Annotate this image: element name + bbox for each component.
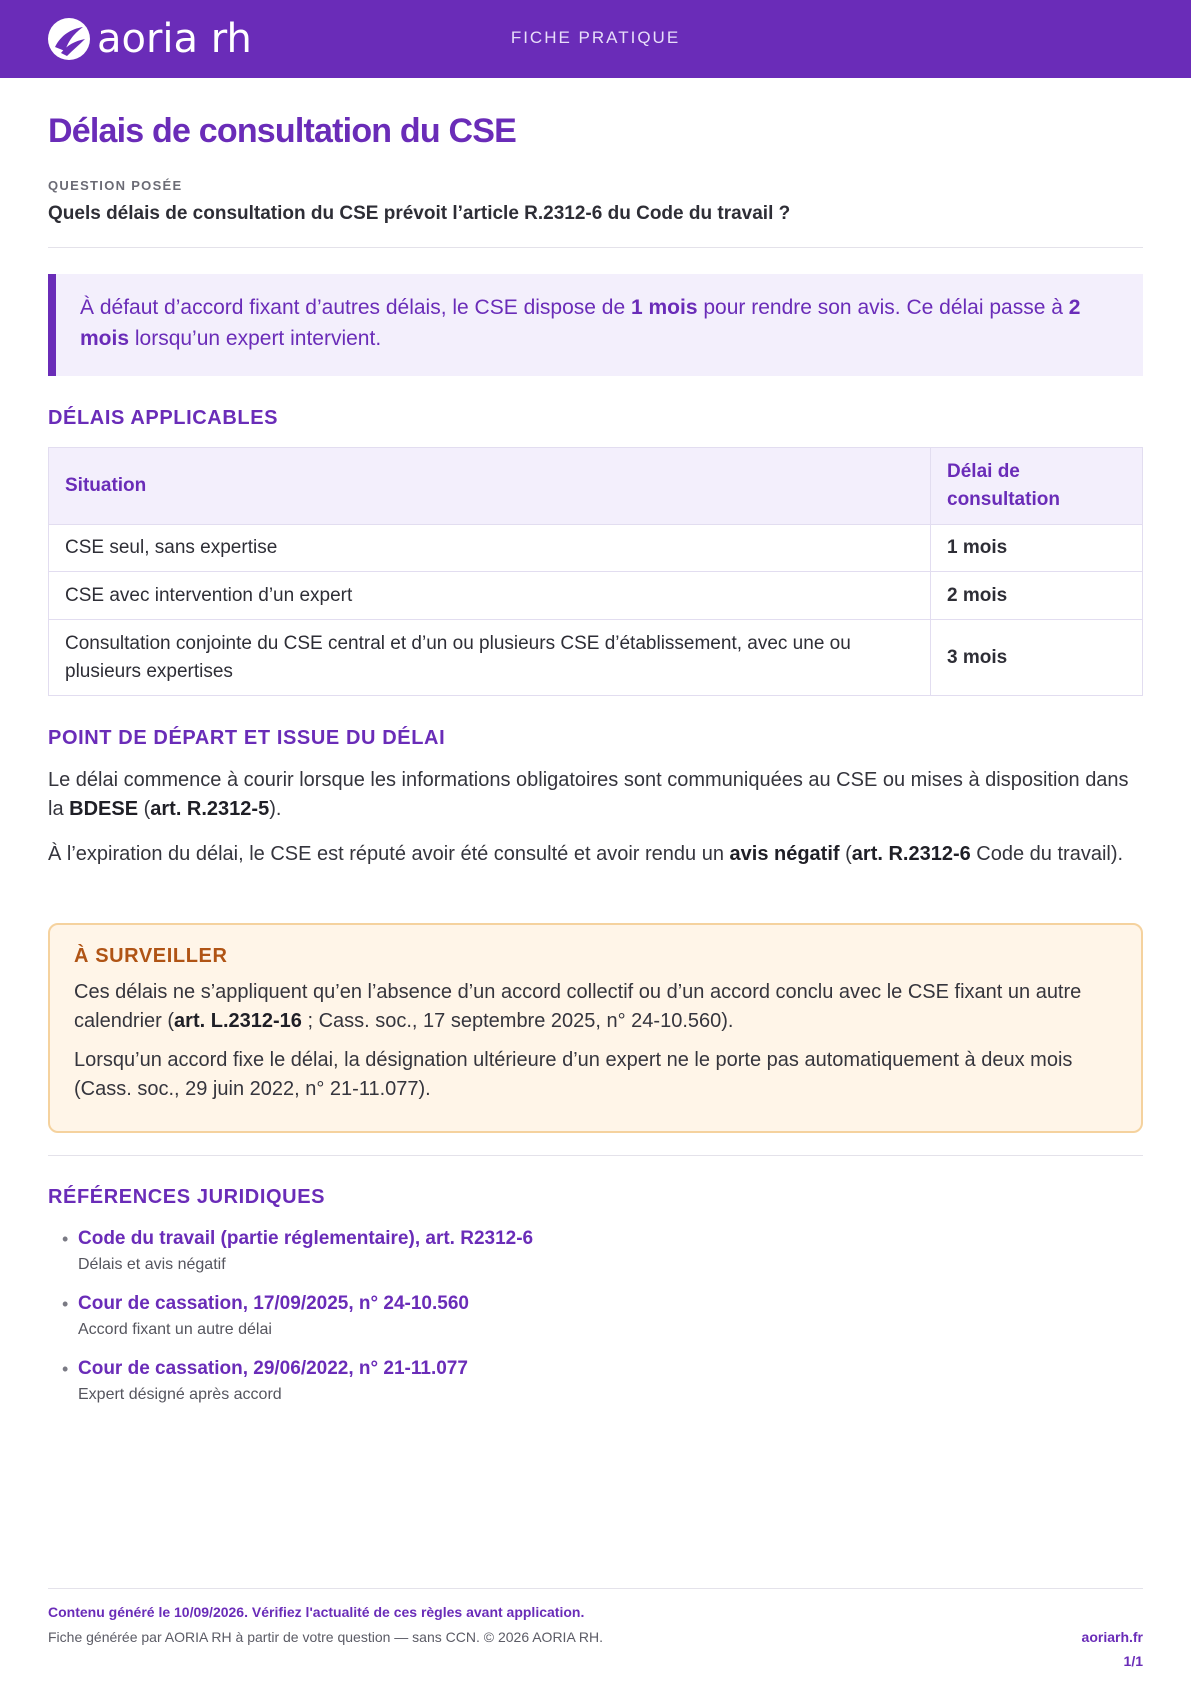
section-heading-references: RÉFÉRENCES JURIDIQUES bbox=[48, 1186, 326, 1208]
article-reference: art. L.2312-16 bbox=[174, 1010, 302, 1032]
paragraph-text: ( bbox=[839, 843, 852, 865]
table-row bbox=[49, 572, 1143, 620]
callout-text: pour rendre son avis. Ce délai passe à bbox=[697, 296, 1069, 319]
callout-text: À défaut d’accord fixant d’autres délais, le CSE dispose de bbox=[80, 296, 631, 319]
paragraph-text: Code du travail). bbox=[970, 843, 1124, 865]
column-header-situation: Situation bbox=[49, 448, 931, 525]
reference-link[interactable]: • Cour de cassation, 17/09/2025, n° 24-10.560 bbox=[78, 1293, 469, 1314]
brand-name: aoria rh bbox=[97, 16, 252, 62]
references-list bbox=[48, 1226, 1143, 1421]
paragraph-text: ). bbox=[269, 798, 282, 820]
divider bbox=[48, 247, 1143, 248]
bold-term: BDESE bbox=[69, 798, 139, 820]
footer-generated-by: Fiche générée par AORIA RH à partir de votre question — sans CCN. © 2026 AORIA RH. bbox=[48, 1629, 604, 1645]
footer-website-link[interactable]: aoriarh.fr bbox=[1081, 1629, 1143, 1645]
paragraph-issue bbox=[48, 840, 1143, 869]
reference-description: Accord fixant un autre délai bbox=[78, 1321, 272, 1338]
reference-description: Délais et avis négatif bbox=[78, 1256, 226, 1273]
footer-disclaimer: Contenu généré le 10/09/2026. Vérifiez l'actualité de ces règles avant application. bbox=[48, 1604, 585, 1620]
paragraph-text: Le délai commence à courir lorsque les informations obligatoires sont communiquées au CSE ou mises à disposition dans la bbox=[48, 769, 1129, 820]
question-label: QUESTION POSÉE bbox=[48, 178, 183, 193]
table-row bbox=[49, 525, 1143, 572]
section-heading-point-depart: POINT DE DÉPART ET ISSUE DU DÉLAI bbox=[48, 727, 446, 749]
reference-item bbox=[48, 1226, 1143, 1278]
divider bbox=[48, 1155, 1143, 1156]
paragraph-text: Ces délais ne s’appliquent qu’en l’absence d’un accord collectif ou d’un accord conclu avec le CSE fixant un autre calendrier ( bbox=[74, 981, 1082, 1032]
article-reference: art. R.2312-6 bbox=[851, 843, 971, 865]
cell-delai: 1 mois bbox=[931, 525, 1143, 572]
column-header-delai: Délai de consultation bbox=[931, 448, 1143, 525]
section-heading-delais: DÉLAIS APPLICABLES bbox=[48, 407, 279, 429]
article-reference: art. R.2312-5 bbox=[150, 798, 270, 820]
bold-term: avis négatif bbox=[729, 843, 840, 865]
paragraph-text: À l’expiration du délai, le CSE est réputé avoir été consulté et avoir rendu un bbox=[48, 843, 730, 865]
table-row bbox=[49, 620, 1143, 696]
warning-box bbox=[48, 923, 1143, 1133]
warning-heading: À SURVEILLER bbox=[74, 945, 228, 967]
callout-emphasis: 1 mois bbox=[630, 296, 698, 319]
table-header-row bbox=[49, 448, 1143, 525]
reference-description: Expert désigné après accord bbox=[78, 1386, 282, 1403]
delays-table bbox=[48, 447, 1143, 696]
reference-item bbox=[48, 1291, 1143, 1343]
cell-delai: 2 mois bbox=[931, 572, 1143, 620]
summary-callout bbox=[48, 274, 1143, 376]
page-title: Délais de consultation du CSE bbox=[48, 112, 516, 150]
warning-paragraph: Lorsqu’un accord fixe le délai, la désignation ultérieure d’un expert ne le porte pas automatiquement à deux mois (Cass. soc., 29 juin 2022, n° 21-11.077). bbox=[74, 1049, 1073, 1100]
cell-situation: Consultation conjointe du CSE central et d’un ou plusieurs CSE d’établissement, avec une ou plusieurs expertises bbox=[49, 620, 931, 696]
warning-paragraph bbox=[74, 978, 1117, 1036]
cell-situation: CSE avec intervention d’un expert bbox=[49, 572, 931, 620]
cell-delai: 3 mois bbox=[931, 620, 1143, 696]
reference-link[interactable]: • Code du travail (partie réglementaire), art. R2312-6 bbox=[78, 1228, 534, 1249]
document-type-label: FICHE PRATIQUE bbox=[510, 28, 681, 47]
footer-divider bbox=[48, 1588, 1143, 1589]
paragraph-text: ; Cass. soc., 17 septembre 2025, n° 24-10.560). bbox=[301, 1010, 734, 1032]
cell-situation: CSE seul, sans expertise bbox=[49, 525, 931, 572]
paragraph-text: ( bbox=[138, 798, 151, 820]
paragraph-depart bbox=[48, 766, 1143, 824]
page-number: 1/1 bbox=[1123, 1653, 1143, 1669]
question-text: Quels délais de consultation du CSE prévoit l’article R.2312-6 du Code du travail ? bbox=[48, 203, 791, 224]
reference-link[interactable]: • Cour de cassation, 29/06/2022, n° 21-11.077 bbox=[78, 1358, 468, 1379]
callout-emphasis: 2 mois bbox=[80, 296, 1081, 350]
reference-item bbox=[48, 1356, 1143, 1408]
callout-text: lorsqu’un expert intervient. bbox=[129, 327, 382, 350]
top-banner bbox=[0, 0, 1191, 78]
